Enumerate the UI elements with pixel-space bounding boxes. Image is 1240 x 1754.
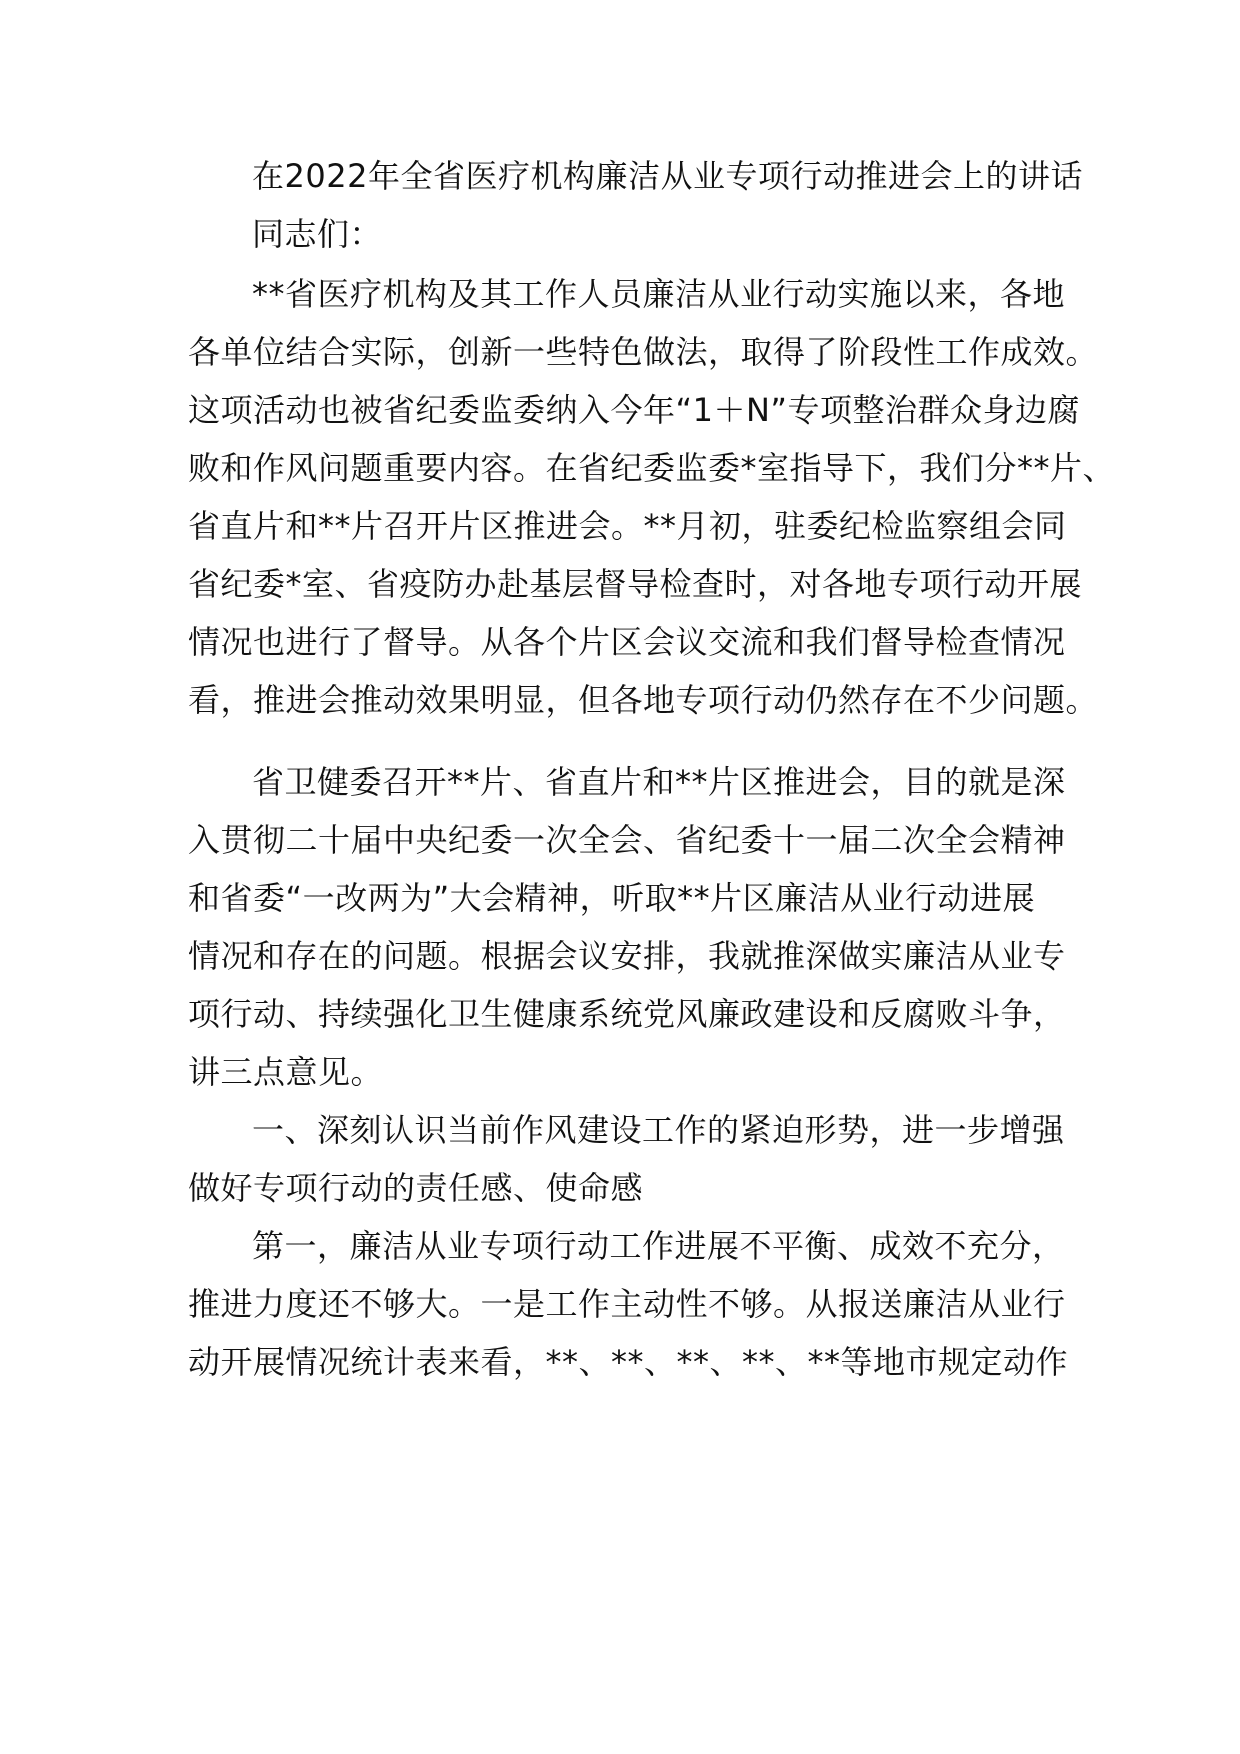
document-title: 在2022年全省医疗机构廉洁从业专项行动推进会上的讲话 (252, 157, 1083, 195)
paragraph-1-line-8: 看，推进会推动效果明显，但各地专项行动仍然存在不少问题。 (188, 681, 1099, 719)
paragraph-2-line-3: 和省委“一改两为”大会精神，听取**片区廉洁从业行动进展 (188, 879, 1036, 917)
paragraph-2-line-5: 项行动、持续强化卫生健康系统党风廉政建设和反腐败斗争， (188, 995, 1066, 1033)
paragraph-1-line-6: 省纪委*室、省疫防办赴基层督导检查时，对各地专项行动开展 (188, 565, 1083, 603)
paragraph-1-line-1: **省医疗机构及其工作人员廉洁从业行动实施以来，各地 (252, 275, 1066, 313)
paragraph-2-line-6: 讲三点意见。 (188, 1053, 384, 1091)
section-heading-line-1: 一、深刻认识当前作风建设工作的紧迫形势，进一步增强 (252, 1111, 1065, 1149)
paragraph-1-line-3: 这项活动也被省纪委监委纳入今年“1＋N”专项整治群众身边腐 (188, 391, 1080, 429)
paragraph-2-line-2: 入贯彻二十届中央纪委一次全会、省纪委十一届二次全会精神 (188, 821, 1066, 859)
paragraph-1-line-7: 情况也进行了督导。从各个片区会议交流和我们督导检查情况 (188, 623, 1066, 661)
paragraph-3-line-2: 推进力度还不够大。一是工作主动性不够。从报送廉洁从业行 (188, 1285, 1066, 1323)
section-heading-line-2: 做好专项行动的责任感、使命感 (188, 1169, 644, 1207)
paragraph-2-line-1: 省卫健委召开**片、省直片和**片区推进会，目的就是深 (252, 763, 1066, 801)
paragraph-1-line-4: 败和作风问题重要内容。在省纪委监委*室指导下，我们分**片、 (188, 449, 1116, 487)
paragraph-3-line-3: 动开展情况统计表来看，**、**、**、**、**等地市规定动作 (188, 1343, 1069, 1381)
paragraph-1-line-2: 各单位结合实际，创新一些特色做法，取得了阶段性工作成效。 (188, 333, 1099, 371)
paragraph-3-line-1: 第一，廉洁从业专项行动工作进展不平衡、成效不充分， (252, 1227, 1065, 1265)
paragraph-1-line-5: 省直片和**片召开片区推进会。**月初，驻委纪检监察组会同 (188, 507, 1067, 545)
salutation: 同志们： (252, 215, 383, 253)
paragraph-2-line-4: 情况和存在的问题。根据会议安排，我就推深做实廉洁从业专 (188, 937, 1066, 975)
